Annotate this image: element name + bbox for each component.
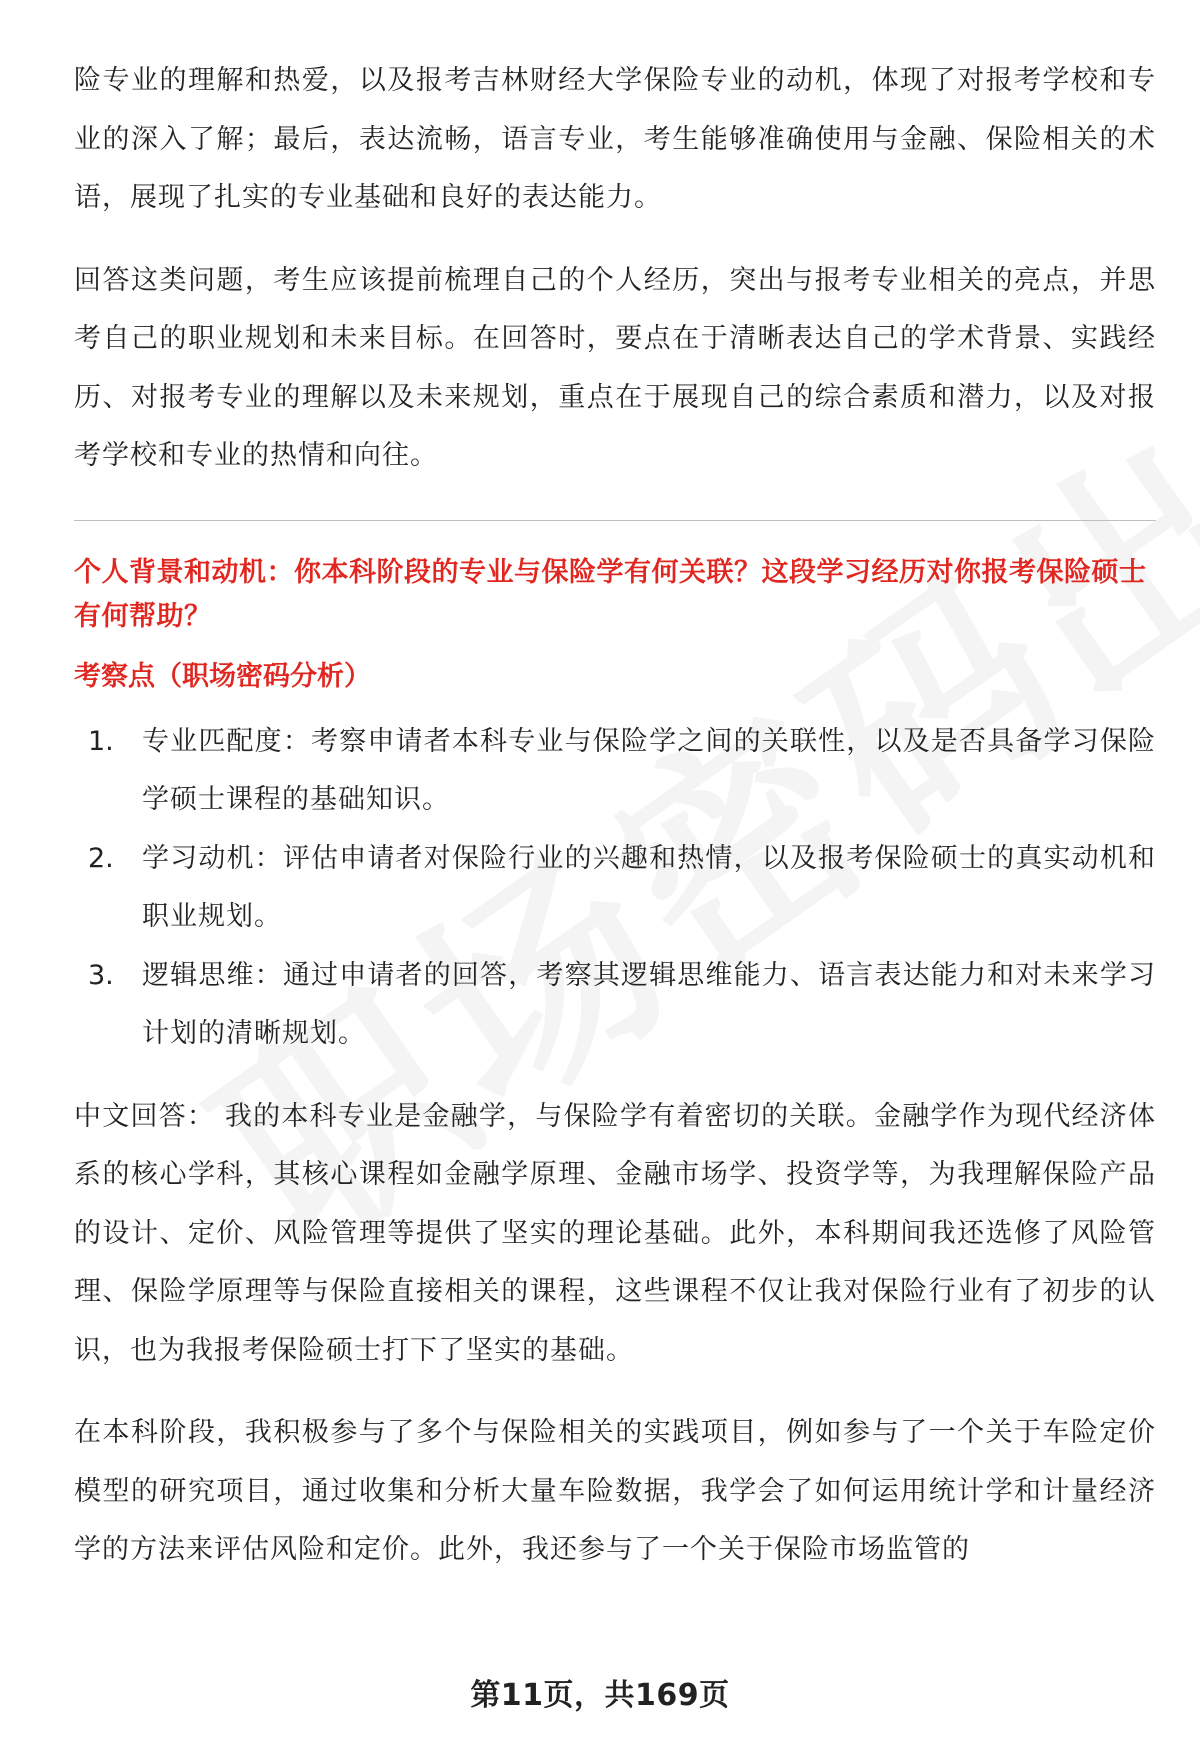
page-number-footer: 第11页，共169页: [470, 1678, 730, 1713]
section-divider: [74, 520, 1156, 521]
list-item: [74, 830, 1156, 947]
list-item-text: 学习动机：评估申请者对保险行业的兴趣和热情，以及报考保险硕士的真实动机和职业规划。: [142, 842, 1156, 932]
answer-paragraph-2: 在本科阶段，我积极参与了多个与保险相关的实践项目，例如参与了一个关于车险定价模型的研究项目，通过收集和分析大量车险数据，我学会了如何运用统计学和计量经济学的方法来评估风险和定价。此外，我还参与了一个关于保险市场监管的: [74, 1417, 1156, 1565]
page-content: [74, 52, 1156, 1580]
section-heading: 考察点（职场密码分析）: [74, 660, 371, 692]
interview-question: 个人背景和动机：你本科阶段的专业与保险学有何关联？这段学习经历对你报考保险硕士有何帮助？: [74, 556, 1147, 632]
list-item-text: 专业匹配度：考察申请者本科专业与保险学之间的关联性，以及是否具备学习保险学硕士课程的基础知识。: [142, 725, 1156, 815]
intro-paragraph-1: 险专业的理解和热爱，以及报考吉林财经大学保险专业的动机，体现了对报考学校和专业的深入了解；最后，表达流畅，语言专业，考生能够准确使用与金融、保险相关的术语，展现了扎实的专业基础和良好的表达能力。: [74, 65, 1156, 213]
list-item-number: 3.: [88, 959, 114, 991]
assessment-points-list: [74, 713, 1156, 1064]
answer-paragraph-1: 中文回答： 我的本科专业是金融学，与保险学有着密切的关联。金融学作为现代经济体系的核心学科，其核心课程如金融学原理、金融市场学、投资学等，为我理解保险产品的设计、定价、风险管理等提供了坚实的理论基础。此外，本科期间我还选修了风险管理、保险学原理等与保险直接相关的课程，这些课程不仅让我对保险行业有了初步的认识，也为我报考保险硕士打下了坚实的基础。: [74, 1100, 1156, 1366]
list-item: [74, 713, 1156, 830]
list-item: [74, 947, 1156, 1064]
intro-paragraph-2: 回答这类问题，考生应该提前梳理自己的个人经历，突出与报考专业相关的亮点，并思考自己的职业规划和未来目标。在回答时，要点在于清晰表达自己的学术背景、实践经历、对报考专业的理解以及未来规划，重点在于展现自己的综合素质和潜力，以及对报考学校和专业的热情和向往。: [74, 264, 1156, 471]
list-item-number: 1.: [88, 725, 114, 757]
list-item-number: 2.: [88, 842, 114, 874]
list-item-text: 逻辑思维：通过申请者的回答，考察其逻辑思维能力、语言表达能力和对未来学习计划的清晰规划。: [142, 959, 1156, 1049]
